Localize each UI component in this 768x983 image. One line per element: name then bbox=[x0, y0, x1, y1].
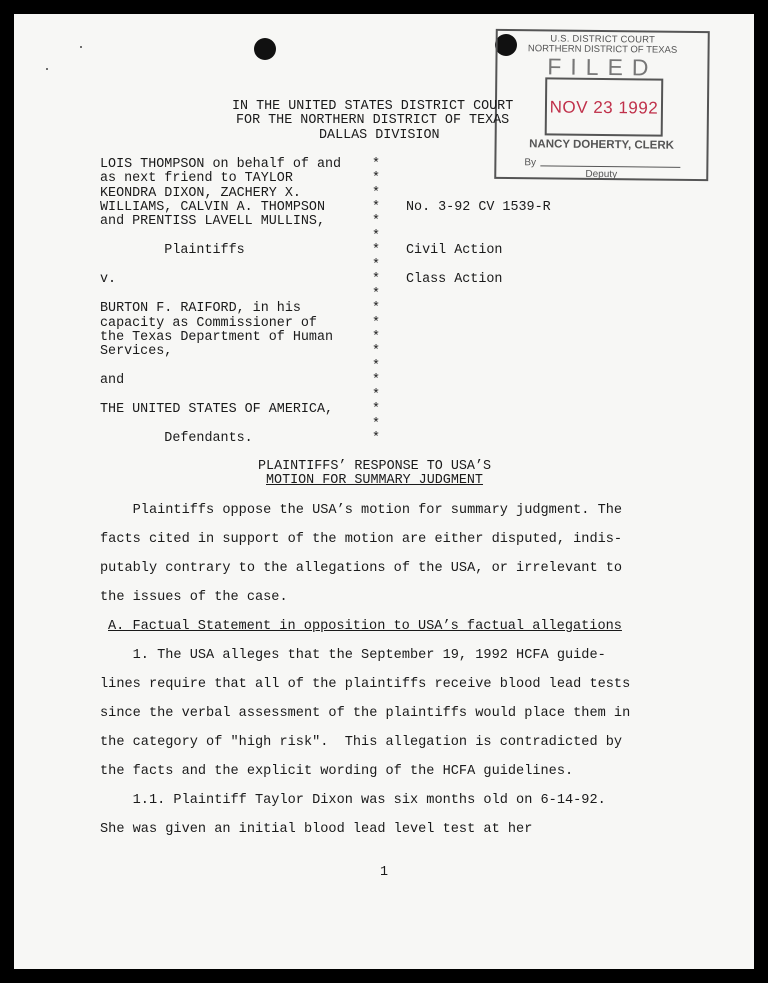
stamp-date-box bbox=[545, 77, 664, 136]
stamp-filed: FILED bbox=[547, 53, 658, 81]
caption-line: Defendants. bbox=[100, 431, 253, 446]
page-number: 1 bbox=[380, 865, 389, 880]
stamp-date: NOV 23 1992 bbox=[549, 97, 659, 118]
body-line: since the verbal assessment of the plaintiffs would place them in bbox=[100, 706, 631, 721]
body-line: 1. The USA alleges that the September 19, 1992 HCFA guide- bbox=[100, 648, 606, 663]
stamp-clerk: NANCY DOHERTY, CLERK bbox=[529, 138, 675, 152]
stamp-court-line1: U.S. DISTRICT COURT bbox=[550, 33, 656, 46]
asterisk: * bbox=[372, 214, 381, 229]
case-number: No. 3-92 CV 1539-R bbox=[406, 200, 551, 215]
caption-line: as next friend to TAYLOR bbox=[100, 171, 293, 186]
caption-line: and bbox=[100, 373, 125, 388]
document-title-line1: PLAINTIFFS’ RESPONSE TO USA’S bbox=[258, 459, 492, 474]
body-line: the category of "high risk". This allegation is contradicted by bbox=[100, 735, 623, 750]
stamp-signature-line bbox=[540, 165, 680, 167]
asterisk: * bbox=[372, 272, 381, 287]
filed-stamp bbox=[494, 29, 710, 181]
asterisk: * bbox=[372, 344, 381, 359]
document-title-line2: MOTION FOR SUMMARY JUDGMENT bbox=[266, 473, 483, 488]
stamp-court-line2: NORTHERN DISTRICT OF TEXAS bbox=[527, 43, 678, 56]
body-line: facts cited in support of the motion are either disputed, indis- bbox=[100, 532, 623, 547]
asterisk: * bbox=[372, 186, 381, 201]
caption-line: v. bbox=[100, 272, 117, 287]
caption-line: THE UNITED STATES OF AMERICA, bbox=[100, 402, 334, 417]
asterisk: * bbox=[372, 373, 381, 388]
section-heading: A. Factual Statement in opposition to USA’s factual allegations bbox=[108, 619, 622, 634]
caption-line: capacity as Commissioner of bbox=[100, 316, 317, 331]
asterisk: * bbox=[372, 171, 381, 186]
asterisk: * bbox=[372, 388, 381, 403]
caption-line: KEONDRA DIXON, ZACHERY X. bbox=[100, 186, 301, 201]
asterisk: * bbox=[372, 243, 381, 258]
asterisk: * bbox=[372, 431, 381, 446]
body-line: the facts and the explicit wording of the HCFA guidelines. bbox=[100, 764, 574, 779]
asterisk: * bbox=[372, 330, 381, 345]
asterisk: * bbox=[372, 258, 381, 273]
asterisk: * bbox=[372, 301, 381, 316]
caption-line: BURTON F. RAIFORD, in his bbox=[100, 301, 301, 316]
caption-line: and PRENTISS LAVELL MULLINS, bbox=[100, 214, 325, 229]
class-action-label: Class Action bbox=[406, 272, 503, 287]
body-line: lines require that all of the plaintiffs receive blood lead tests bbox=[100, 677, 631, 692]
asterisk: * bbox=[372, 229, 381, 244]
speck bbox=[80, 46, 82, 48]
body-line: She was given an initial blood lead level test at her bbox=[100, 822, 533, 837]
document-page bbox=[14, 14, 754, 969]
asterisk: * bbox=[372, 287, 381, 302]
court-header-line: IN THE UNITED STATES DISTRICT COURT bbox=[232, 99, 514, 114]
caption-line: the Texas Department of Human bbox=[100, 330, 334, 345]
civil-action-label: Civil Action bbox=[406, 243, 503, 258]
speck bbox=[46, 68, 48, 70]
body-line: 1.1. Plaintiff Taylor Dixon was six months old on 6-14-92. bbox=[100, 793, 606, 808]
body-line: putably contrary to the allegations of the USA, or irrelevant to bbox=[100, 561, 623, 576]
court-header-line: DALLAS DIVISION bbox=[319, 128, 440, 143]
asterisk: * bbox=[372, 359, 381, 374]
caption-line: Plaintiffs bbox=[100, 243, 245, 258]
body-line: the issues of the case. bbox=[100, 590, 288, 605]
caption-line: Services, bbox=[100, 344, 173, 359]
stamp-by: By bbox=[524, 157, 537, 169]
asterisk: * bbox=[372, 402, 381, 417]
caption-line: LOIS THOMPSON on behalf of and bbox=[100, 157, 342, 172]
asterisk: * bbox=[372, 417, 381, 432]
court-header-line: FOR THE NORTHERN DISTRICT OF TEXAS bbox=[236, 113, 510, 128]
asterisk: * bbox=[372, 200, 381, 215]
asterisk: * bbox=[372, 316, 381, 331]
stamp-deputy: Deputy bbox=[585, 168, 618, 181]
caption-line: WILLIAMS, CALVIN A. THOMPSON bbox=[100, 200, 325, 215]
body-line: Plaintiffs oppose the USA’s motion for summary judgment. The bbox=[100, 503, 623, 518]
asterisk: * bbox=[372, 157, 381, 172]
punch-hole bbox=[254, 38, 276, 60]
